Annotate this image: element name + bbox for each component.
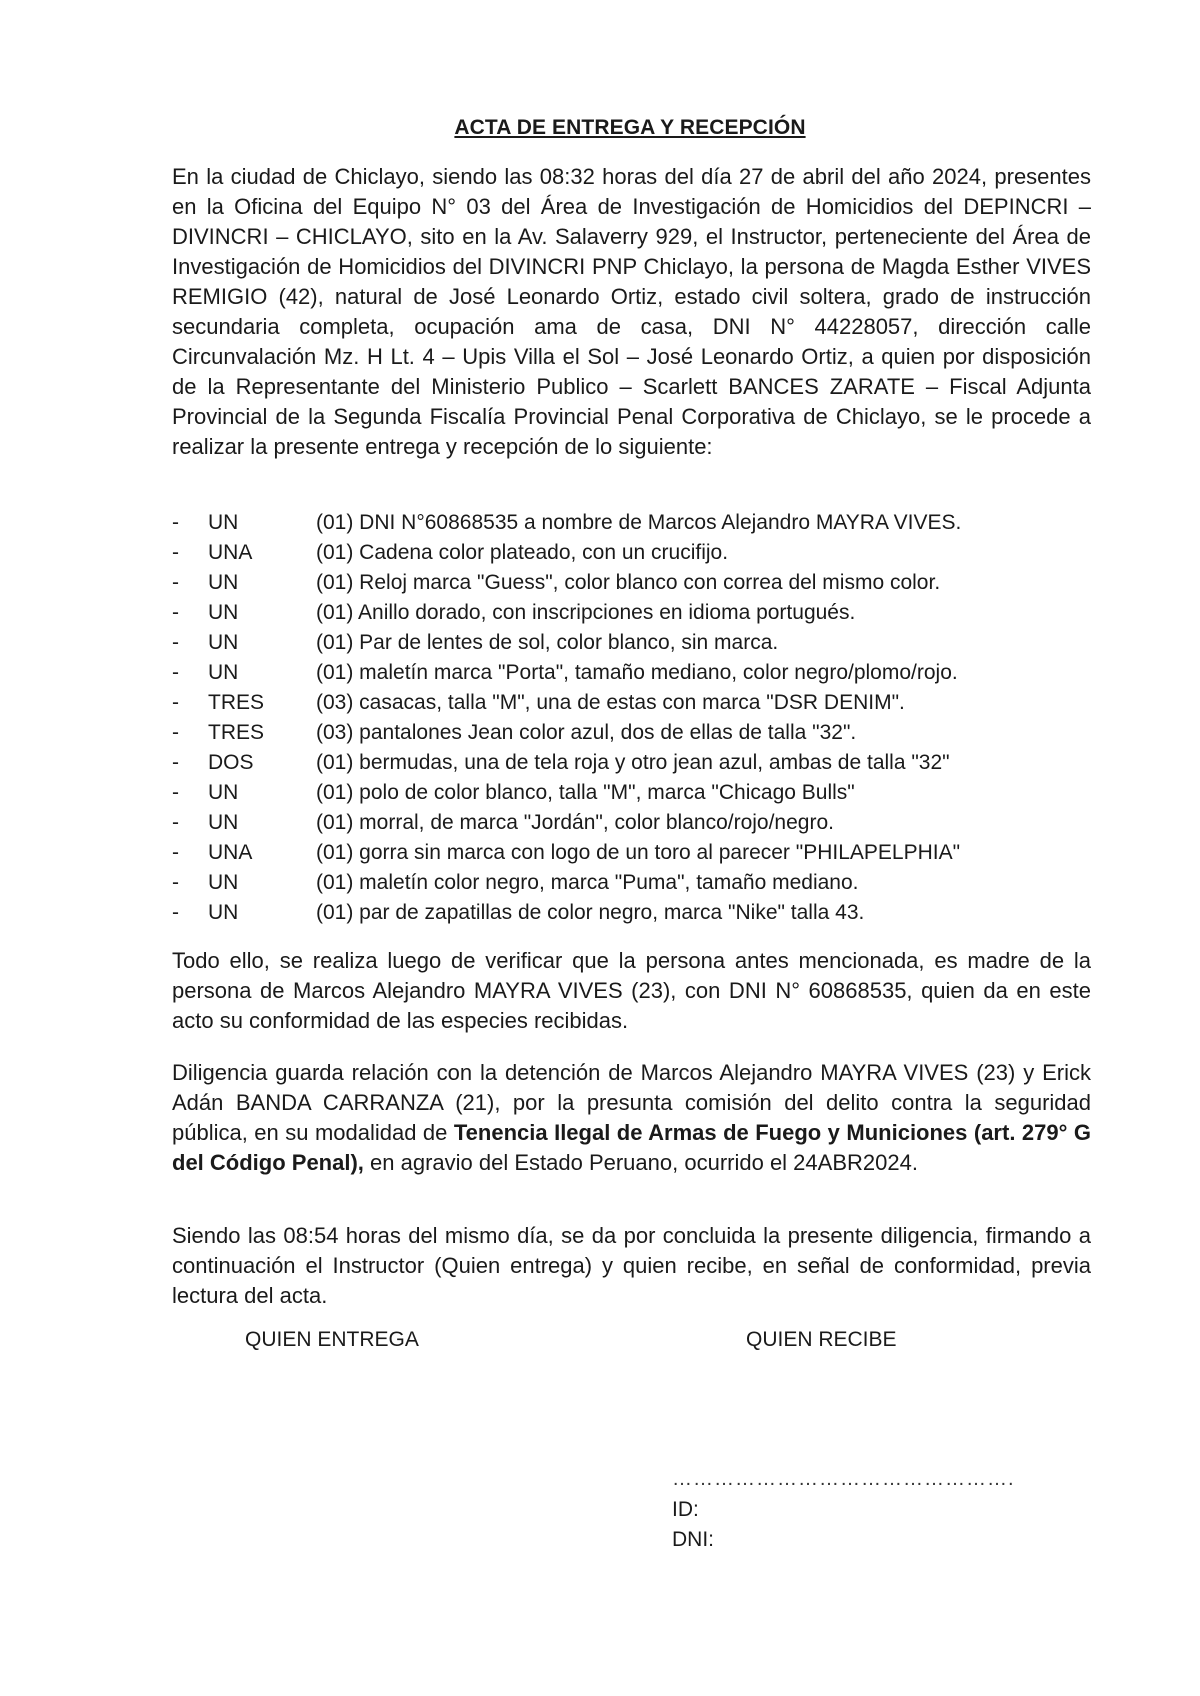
list-item [172, 898, 1112, 928]
list-item [172, 838, 1112, 868]
item-dash: - [172, 571, 179, 594]
item-dash: - [172, 691, 179, 714]
item-quantity: UN [208, 661, 239, 684]
list-item [172, 508, 1112, 538]
item-quantity: UNA [208, 541, 253, 564]
item-dash: - [172, 781, 179, 804]
item-dash: - [172, 751, 179, 774]
item-quantity: UN [208, 781, 239, 804]
item-quantity: UNA [208, 841, 253, 864]
list-item [172, 748, 1112, 778]
item-description: (01) gorra sin marca con logo de un toro al parecer "PHILAPELPHIA" [316, 841, 961, 864]
list-item [172, 868, 1112, 898]
signature-id-label: ID: [672, 1498, 699, 1521]
item-quantity: TRES [208, 691, 265, 714]
intro-paragraph: En la ciudad de Chiclayo, siendo las 08:32 horas del día 27 de abril del año 2024, presentes en la Oficina del Equipo N° 03 del Área de Investigación de Homicidios del DEPINCRI – DIVINCRI – CHICLAYO, sito en la Av. Salaverry 929, el Instructor, perteneciente del Área de Investigación de Homicidios del DIVINCRI PNP Chiclayo, la persona de Magda Esther VIVES REMIGIO (42), natural de José Leonardo Ortiz, estado civil soltera, grado de instrucción secundaria completa, ocupación ama de casa, DNI N° 44228057, dirección calle Circunvalación Mz. H Lt. 4 – Upis Villa el Sol – José Leonardo Ortiz, a quien por disposición de la Representante del Ministerio Publico – Scarlett BANCES ZARATE – Fiscal Adjunta Provincial de la Segunda Fiscalía Provincial Penal Corporativa de Chiclayo, se le procede a realizar la presente entrega y recepción de lo siguiente: [172, 164, 1091, 459]
item-description: (01) Anillo dorado, con inscripciones en idioma portugués. [316, 601, 856, 624]
item-description: (01) Par de lentes de sol, color blanco, sin marca. [316, 631, 779, 654]
item-dash: - [172, 811, 179, 834]
relation-text-before: Diligencia guarda relación con la detención de Marcos Alejandro MAYRA VIVES (23) y Erick Adán BANDA CARRANZA (21), por la presunta comisión del delito contra la seguridad pública, en su modalidad de [172, 1060, 1091, 1145]
list-item [172, 538, 1112, 568]
list-item [172, 628, 1112, 658]
list-item [172, 718, 1112, 748]
list-item [172, 658, 1112, 688]
list-item [172, 688, 1112, 718]
item-description: (03) casacas, talla "M", una de estas con marca "DSR DENIM". [316, 691, 905, 714]
item-description: (01) par de zapatillas de color negro, marca "Nike" talla 43. [316, 901, 865, 924]
verification-paragraph: Todo ello, se realiza luego de verificar que la persona antes mencionada, es madre de la persona de Marcos Alejandro MAYRA VIVES (23), con DNI N° 60868535, quien da en este acto su conformidad de las especies recibidas. [172, 948, 1091, 1033]
item-dash: - [172, 721, 179, 744]
item-quantity: DOS [208, 751, 254, 774]
signature-label-delivers: QUIEN ENTREGA [245, 1328, 419, 1351]
list-item [172, 598, 1112, 628]
closing-paragraph: Siendo las 08:54 horas del mismo día, se da por concluida la presente diligencia, firmando a continuación el Instructor (Quien entrega) y quien recibe, en señal de conformidad, previa lectura del acta. [172, 1223, 1091, 1308]
document-title: ACTA DE ENTREGA Y RECEPCIÓN [454, 116, 806, 139]
relation-text-after: en agravio del Estado Peruano, ocurrido el 24ABR2024. [363, 1150, 918, 1175]
item-dash: - [172, 541, 179, 564]
item-description: (01) Cadena color plateado, con un crucifijo. [316, 541, 729, 564]
crime-bold-text: Tenencia Ilegal de Armas de Fuego y Municiones (art. 279° G del Código Penal), [172, 1120, 1091, 1175]
item-dash: - [172, 661, 179, 684]
signature-dni-label: DNI: [672, 1528, 714, 1551]
signature-label-receives: QUIEN RECIBE [746, 1328, 897, 1351]
list-item [172, 778, 1112, 808]
item-description: (01) Reloj marca "Guess", color blanco con correa del mismo color. [316, 571, 941, 594]
item-quantity: UN [208, 631, 239, 654]
item-quantity: TRES [208, 721, 265, 744]
item-description: (01) morral, de marca "Jordán", color blanco/rojo/negro. [316, 811, 834, 834]
item-description: (01) maletín marca "Porta", tamaño mediano, color negro/plomo/rojo. [316, 661, 958, 684]
relation-paragraph [172, 1058, 1091, 1178]
item-dash: - [172, 841, 179, 864]
item-dash: - [172, 511, 179, 534]
item-dash: - [172, 871, 179, 894]
item-description: (01) polo de color blanco, talla "M", marca "Chicago Bulls" [316, 781, 855, 804]
item-description: (03) pantalones Jean color azul, dos de ellas de talla "32". [316, 721, 857, 744]
item-dash: - [172, 631, 179, 654]
item-quantity: UN [208, 601, 239, 624]
signature-line: …………………………………………. [672, 1468, 1015, 1490]
item-quantity: UN [208, 871, 239, 894]
item-quantity: UN [208, 511, 239, 534]
item-dash: - [172, 601, 179, 624]
item-description: (01) DNI N°60868535 a nombre de Marcos Alejandro MAYRA VIVES. [316, 511, 962, 534]
item-quantity: UN [208, 811, 239, 834]
item-description: (01) maletín color negro, marca "Puma", tamaño mediano. [316, 871, 859, 894]
item-quantity: UN [208, 901, 239, 924]
item-description: (01) bermudas, una de tela roja y otro jean azul, ambas de talla "32" [316, 751, 950, 774]
item-dash: - [172, 901, 179, 924]
list-item [172, 568, 1112, 598]
list-item [172, 808, 1112, 838]
item-quantity: UN [208, 571, 239, 594]
items-list [172, 508, 1112, 928]
